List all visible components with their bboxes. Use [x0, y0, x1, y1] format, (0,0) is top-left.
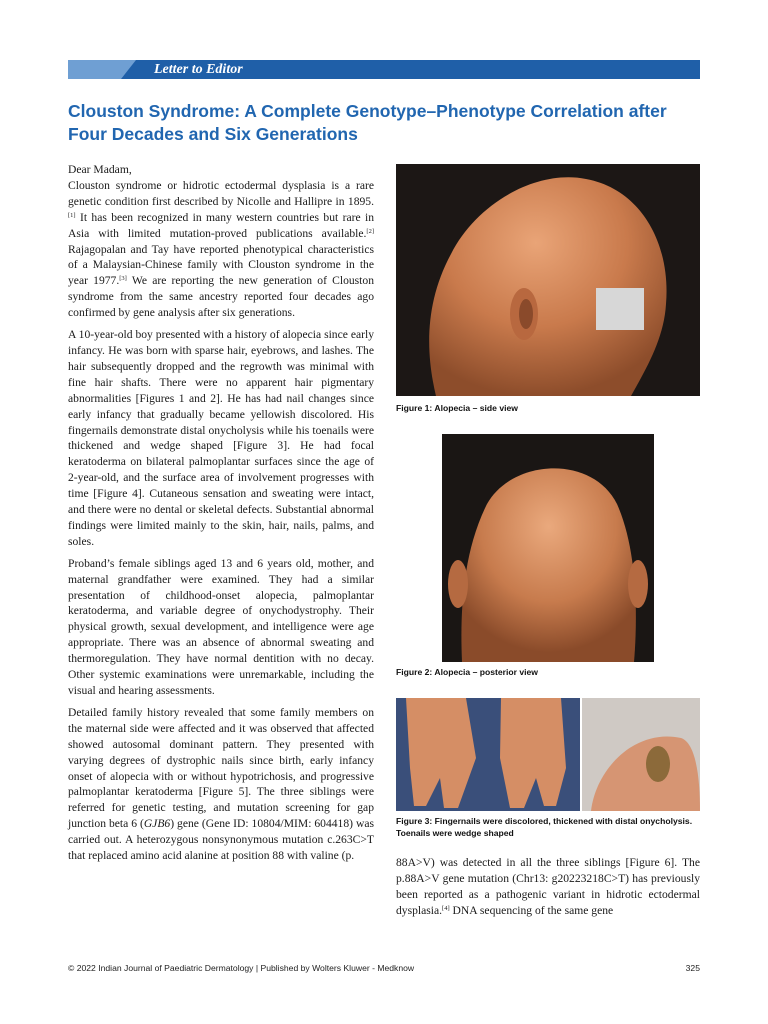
paragraph-4	[68, 705, 374, 864]
figure-3-image	[396, 698, 700, 811]
citation-2[interactable]: [2]	[366, 227, 374, 235]
p4-text-a: Detailed family history revealed that some family members on the maternal side were affected and it was observed that affected showed autosomal dominant pattern. They presented with varying degrees of dystrophic nails since birth, early infancy onset of alopecia with or without hypotrichosis, and progressive palmoplantar keratoderma [Figure 5]. The three siblings were referred for genetic testing, and mutation screening for gap junction beta 6 (	[68, 705, 374, 831]
posterior-view-photo	[442, 434, 654, 662]
nails-photo	[396, 698, 700, 811]
gene-name: GJB6	[143, 817, 171, 831]
figure-1-caption: Figure 1: Alopecia – side view	[396, 403, 518, 413]
banner-accent	[68, 60, 136, 79]
section-banner	[68, 60, 700, 79]
page-number: 325	[685, 963, 700, 973]
side-view-photo	[396, 164, 700, 396]
paragraph-5	[396, 855, 700, 919]
figure-3-caption: Figure 3: Fingernails were discolored, thickened with distal onycholysis. Toenails were wedge shaped	[396, 816, 693, 838]
p1-text-d: We are reporting the new generation of Clouston syndrome from the same ancestry reported four decades ago confirmed by gene analysis after six generations.	[68, 274, 375, 320]
paragraph-1	[68, 178, 374, 321]
paragraph-3: Proband’s female siblings aged 13 and 6 years old, mother, and maternal grandfather were examined. They had a similar presentation of childhood-onset alopecia, palmoplantar keratoderma, and variable degree of onychodystrophy. Their physical growth, sexual development, and intelligence were age appropriate. There was an absence of abnormal sweating and thermoregulation. They have normal dentition with no decay. Other systemic examinations were unremarkable, including the visual and hearing assessments.	[68, 556, 374, 697]
p1-text-a: Clouston syndrome or hidrotic ectodermal dysplasia is a rare genetic condition first described by Nicolle and Hallipre in 1895.	[68, 178, 374, 208]
figure-2-caption: Figure 2: Alopecia – posterior view	[396, 667, 538, 677]
p1-text-c: Rajagopalan and Tay have reported phenotypical characteristics of a Malaysian-Chinese family with Clouston syndrome in the year 1977.	[68, 242, 374, 288]
figure-1-image	[396, 164, 700, 396]
left-column	[68, 162, 374, 870]
p5-text-b: DNA sequencing of the same gene	[449, 903, 614, 917]
salutation: Dear Madam,	[68, 163, 132, 176]
citation-4[interactable]: [4]	[442, 904, 450, 912]
section-label: Letter to Editor	[154, 62, 243, 77]
paragraph-2: A 10-year-old boy presented with a history of alopecia since early infancy. He was born with sparse hair, eyebrows, and lashes. The hair subsequently dropped and the regrowth was minimal with fine hair shafts. There were no apparent hair pigmentary abnormalities [Figures 1 and 2]. He has had nail changes since early infancy that gradually became yellowish discolored. His fingernails demonstrate distal onycholysis while his toenails were thickened and wedge shaped [Figure 3]. He had focal keratoderma on bilateral palmoplantar surfaces since the age of 2-year-old, and the surface area of involvement progresses with time [Figure 4]. Cutaneous sensation and sweating were intact, and there were no dental or skeletal defects. Substantial abnormal findings were limited mainly to the skin, hair, nails, palms, and soles.	[68, 328, 374, 548]
p1-text-b: It has been recognized in many western countries but rare in Asia with limited mutation-proved publications available.	[68, 210, 374, 240]
citation-1[interactable]: [1]	[68, 211, 76, 219]
article-title: Clouston Syndrome: A Complete Genotype–Phenotype Correlation after Four Decades and Six Generations	[68, 101, 667, 144]
citation-3[interactable]: [3]	[119, 275, 127, 283]
footer-copyright: © 2022 Indian Journal of Paediatric Dermatology | Published by Wolters Kluwer - Medknow	[68, 963, 415, 973]
p5-text-a: 88A>V) was detected in all the three siblings [Figure 6]. The p.88A>V gene mutation (Chr13: g20223218C>T) has previously been reported as a pathogenic variant in hidrotic ectodermal dysplasia.	[396, 856, 700, 917]
p4-text-b: ) gene (Gene ID: 10804/MIM: 604418) was carried out. A heterozygous nonsynonymous mutation c.263C>T that replaced amino acid alanine at position 88 with valine (p.	[68, 817, 374, 863]
figure-2-image	[442, 434, 654, 662]
